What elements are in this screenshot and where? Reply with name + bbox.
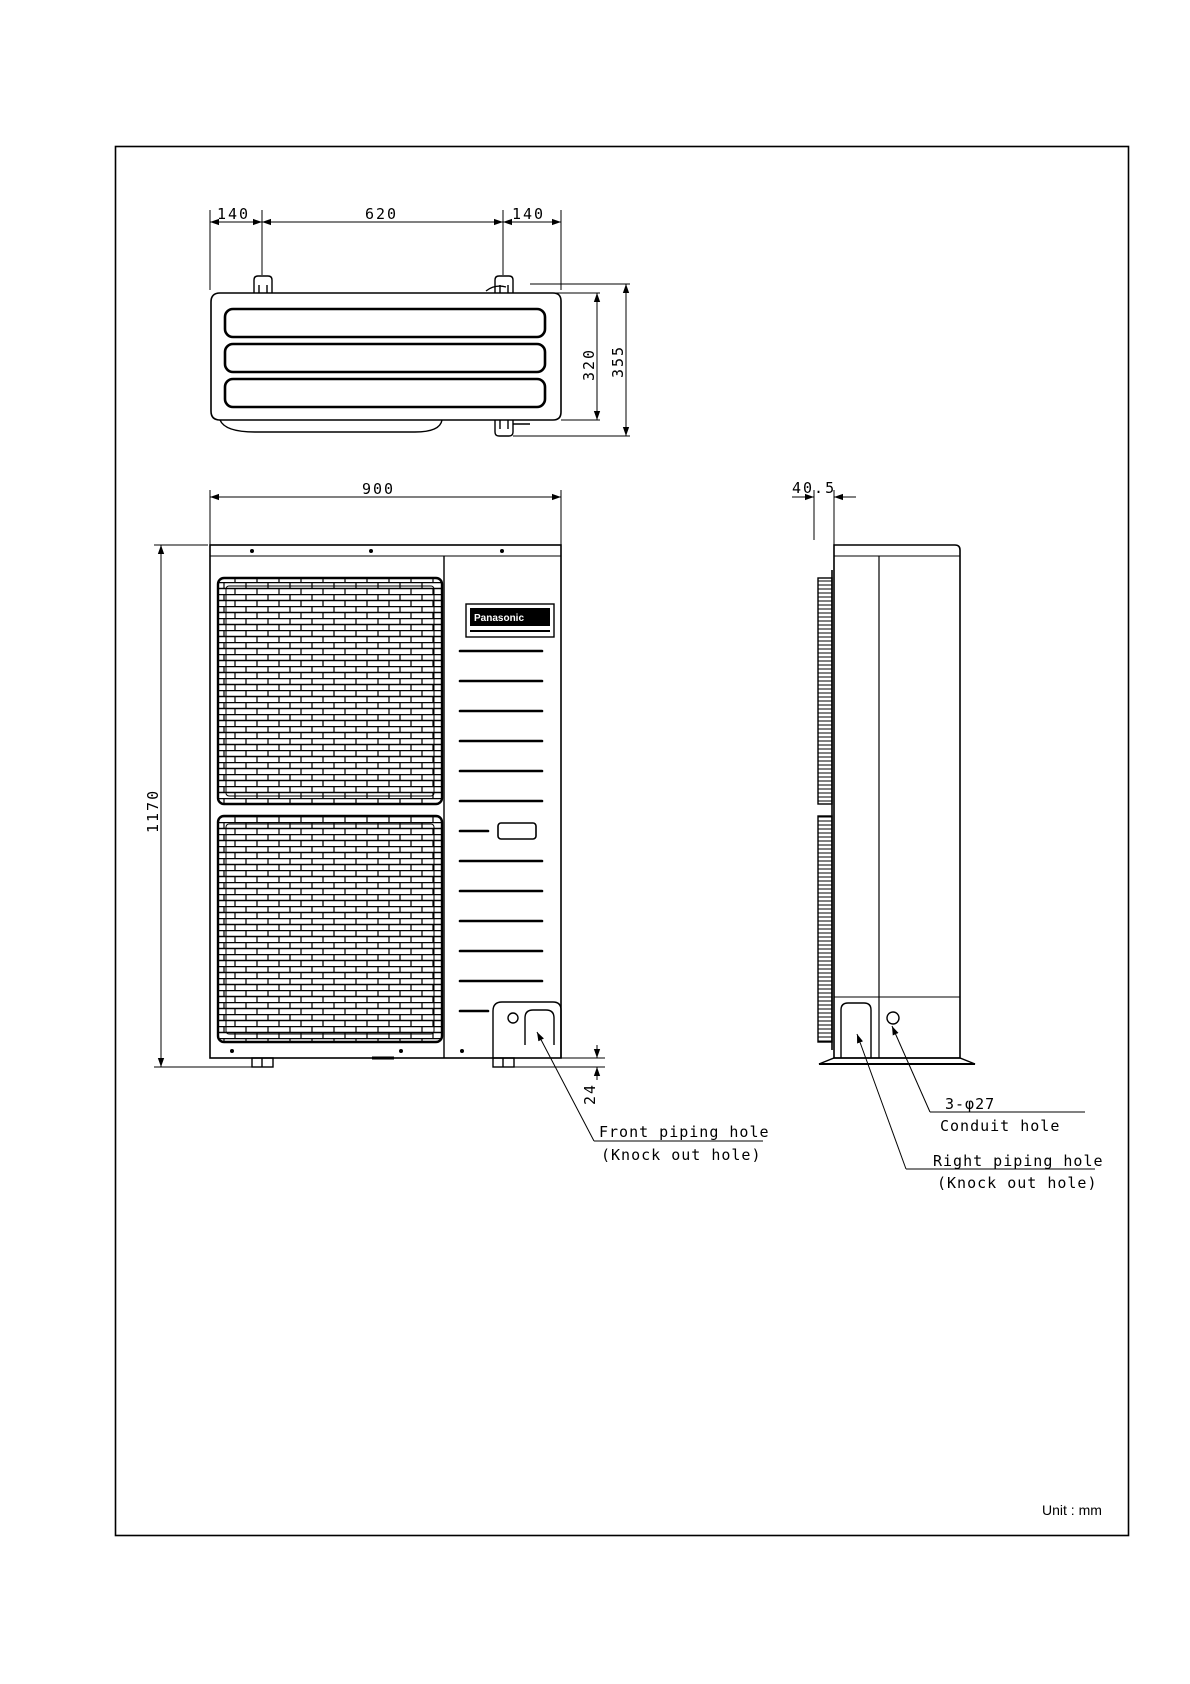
front-view	[144, 480, 770, 1164]
dim-140-left: 140	[217, 205, 251, 223]
dim-620: 620	[365, 205, 399, 223]
right-piping-knockout-label: (Knock out hole)	[937, 1174, 1098, 1192]
dim-1170: 1170	[144, 788, 162, 833]
conduit-hole-label: Conduit hole	[940, 1117, 1061, 1135]
right-piping-hole-label: Right piping hole	[933, 1152, 1104, 1170]
unit-label: Unit : mm	[1042, 1502, 1102, 1518]
dim-900: 900	[362, 480, 396, 498]
top-view	[210, 205, 630, 436]
dim-355: 355	[609, 344, 627, 378]
conduit-spec-label: 3-φ27	[945, 1095, 996, 1113]
front-piping-hole-label: Front piping hole	[599, 1123, 770, 1141]
brand-logo-text: Panasonic	[474, 613, 525, 624]
dim-320: 320	[580, 347, 598, 381]
dim-40-5: 40.5	[792, 479, 837, 497]
front-piping-knockout-label: (Knock out hole)	[601, 1146, 762, 1164]
dim-140-right: 140	[512, 205, 546, 223]
dim-24: 24	[581, 1082, 599, 1105]
side-view	[792, 479, 1104, 1192]
